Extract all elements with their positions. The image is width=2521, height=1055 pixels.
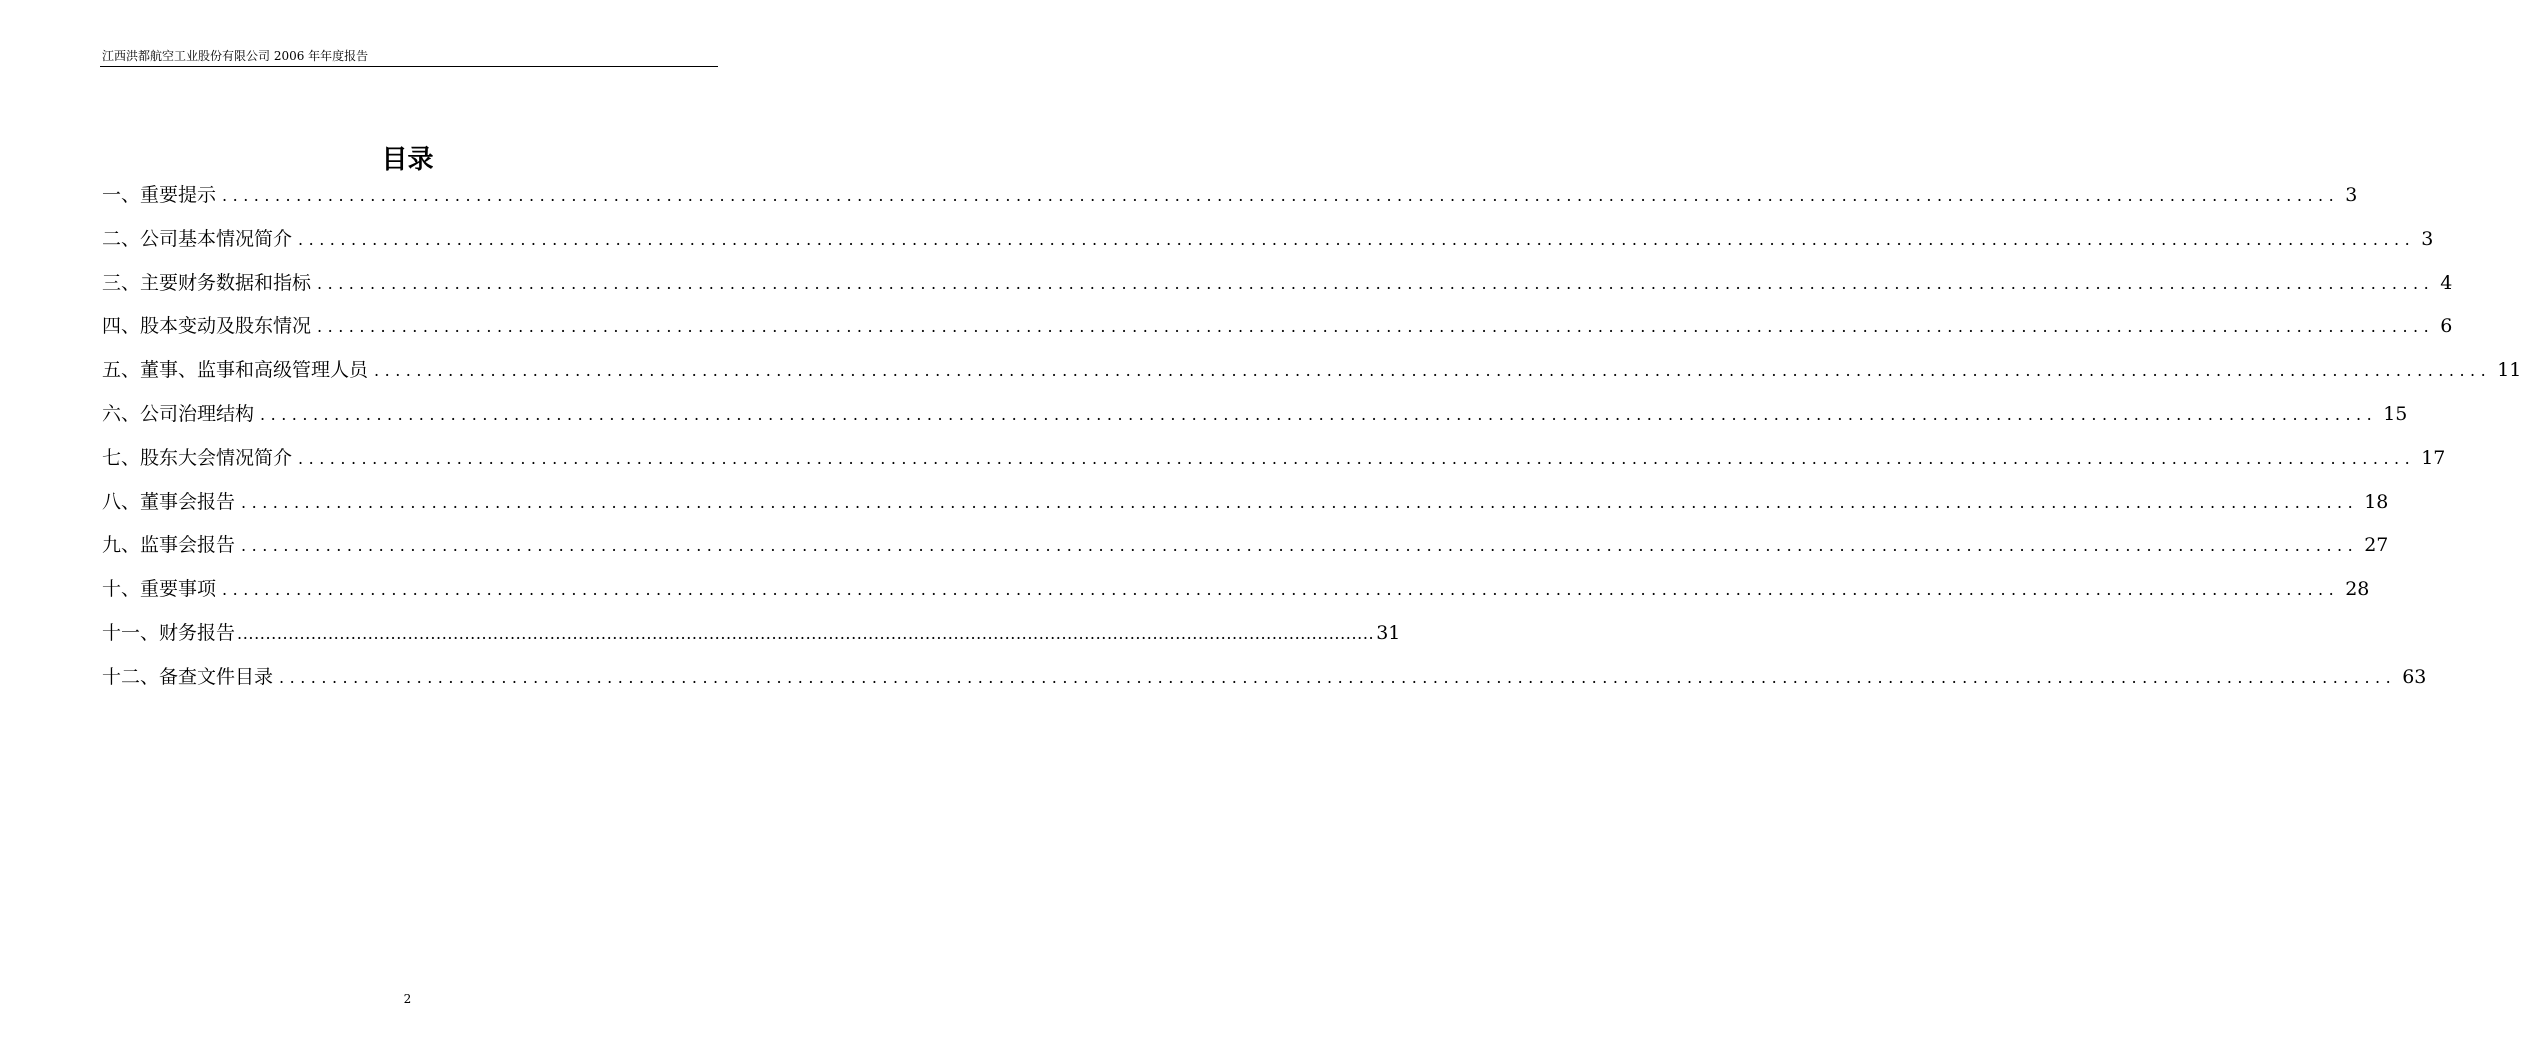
- table-of-contents: [102, 174, 2521, 700]
- toc-entry-6[interactable]: [102, 393, 2408, 437]
- toc-title: 目录: [381, 145, 434, 175]
- running-header: 江西洪都航空工业股份有限公司 2006 年年度报告: [102, 49, 369, 63]
- toc-entry-12[interactable]: [102, 656, 2427, 700]
- toc-entry-page: 6: [2440, 315, 2453, 338]
- toc-entry-5[interactable]: [102, 349, 2521, 393]
- toc-entry-page: 15: [2383, 402, 2408, 425]
- toc-entry-11[interactable]: [102, 612, 1401, 656]
- toc-leader-dots: ........................................................................................................................................................................................................: [317, 317, 2435, 337]
- toc-leader-dots: ........................................................................................................................................................................................................: [279, 667, 2397, 687]
- toc-entry-label: 八、董事会报告: [102, 490, 236, 513]
- toc-entry-label: 十一、财务报告: [102, 621, 236, 644]
- toc-entry-7[interactable]: [102, 437, 2446, 481]
- toc-leader-dots: ........................................................................................................................................................................................................: [241, 492, 2359, 512]
- toc-leader-dots: ........................................................................................................................................................................................................: [298, 448, 2416, 468]
- toc-entry-label: 一、重要提示: [102, 184, 217, 206]
- toc-leader-dots: ........................................................................................................................................................................................................: [222, 580, 2340, 600]
- toc-entry-label: 三、主要财务数据和指标: [102, 271, 312, 294]
- toc-entry-4[interactable]: [102, 305, 2453, 349]
- toc-leader-dots: ........................................................................................................................................................................................................: [374, 361, 2492, 381]
- toc-entry-label: 五、董事、监事和高级管理人员: [102, 359, 369, 382]
- toc-entry-page: 3: [2421, 227, 2434, 250]
- toc-leader-dots: ........................................................................................................................................................................................................: [260, 404, 2378, 424]
- toc-entry-page: 3: [2345, 184, 2358, 206]
- toc-leader-dots: ........................................................................................................................................................................................................: [298, 229, 2416, 249]
- toc-leader-dots: ........................................................................................................................................................................................................: [241, 536, 2359, 556]
- toc-entry-label: 十二、备查文件目录: [102, 665, 274, 688]
- header-divider: [100, 66, 718, 67]
- toc-entry-9[interactable]: [102, 524, 2389, 568]
- toc-entry-2[interactable]: [102, 218, 2434, 262]
- toc-entry-page: 31: [1376, 621, 1401, 644]
- toc-entry-10[interactable]: [102, 568, 2370, 612]
- page-number: 2: [403, 992, 412, 1006]
- toc-entry-label: 二、公司基本情况简介: [102, 227, 293, 250]
- toc-entry-label: 七、股东大会情况简介: [102, 446, 293, 469]
- toc-entry-1[interactable]: [102, 174, 2358, 218]
- toc-entry-3[interactable]: [102, 262, 2453, 306]
- toc-entry-page: 11: [2497, 359, 2521, 382]
- toc-entry-label: 六、公司治理结构: [102, 402, 255, 425]
- toc-entry-page: 28: [2345, 578, 2370, 601]
- toc-leader-dots: ........................................................................................................................................................................................................: [237, 623, 1375, 643]
- toc-entry-page: 17: [2421, 446, 2446, 469]
- toc-entry-8[interactable]: [102, 481, 2389, 525]
- toc-entry-label: 四、股本变动及股东情况: [102, 315, 312, 338]
- toc-entry-label: 九、监事会报告: [102, 534, 236, 557]
- toc-entry-label: 十、重要事项: [102, 578, 217, 601]
- toc-leader-dots: ........................................................................................................................................................................................................: [317, 273, 2435, 293]
- toc-leader-dots: ........................................................................................................................................................................................................: [222, 186, 2340, 205]
- toc-entry-page: 27: [2364, 534, 2389, 557]
- toc-entry-page: 18: [2364, 490, 2389, 513]
- toc-entry-page: 63: [2402, 665, 2427, 688]
- toc-entry-page: 4: [2440, 271, 2453, 294]
